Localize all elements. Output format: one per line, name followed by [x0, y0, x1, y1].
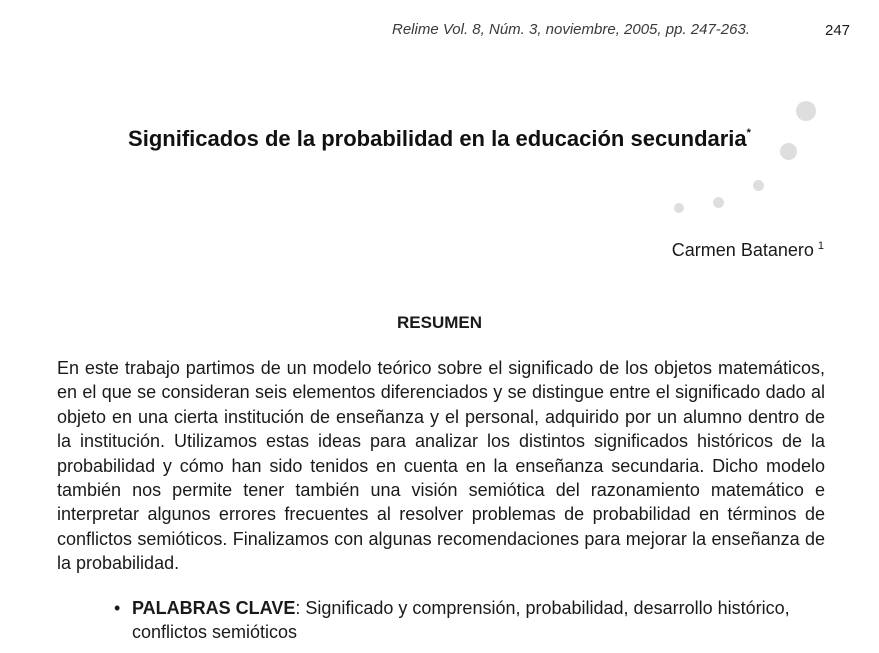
decorative-dot-2 [780, 143, 797, 160]
decorative-dot-3 [753, 180, 764, 191]
author-footnote-mark: 1 [817, 240, 824, 252]
decorative-dot-4 [713, 197, 724, 208]
keywords-label: PALABRAS CLAVE [132, 598, 296, 618]
keywords-separator: : [295, 598, 306, 618]
abstract-body: En este trabajo partimos de un modelo teórico sobre el significado de los objetos matemáticos, en el que se consideran seis elementos diferenciados y se distingue entre el significado dado al objeto en una cierta institución de enseñanza y el personal, adquirido por un alumno dentro de la institución. Utilizamos estas ideas para analizar los distintos significados históricos de la probabilidad y cómo han sido tenidos en cuenta en la enseñanza secundaria. Dicho modelo también nos permite tener también una visión semiótica del razonamiento matemático e interpretar algunos errores frecuentes al resolver problemas de probabilidad en términos de conflictos semióticos. Finalizamos con algunas recomendaciones para mejorar la enseñanza de la probabilidad. [57, 358, 825, 574]
keywords-text: Significado y comprensión, probabilidad, desarrollo histórico, conflictos semióticos [132, 598, 790, 642]
paper-title-text: Significados de la probabilidad en la educación secundaria [128, 126, 747, 151]
paper-title [0, 126, 879, 152]
decorative-dot-5 [674, 203, 684, 213]
title-footnote-mark: * [746, 127, 751, 139]
author-name-text: Carmen Batanero [671, 240, 814, 260]
keywords [114, 596, 844, 644]
journal-citation: Relime Vol. 8, Núm. 3, noviembre, 2005, pp. 247-263. [392, 21, 750, 38]
page-number: 247 [825, 22, 851, 39]
author-name [672, 240, 824, 261]
abstract-heading: RESUMEN [396, 313, 482, 332]
decorative-dot-1 [796, 101, 816, 121]
bullet-icon: • [114, 598, 121, 618]
